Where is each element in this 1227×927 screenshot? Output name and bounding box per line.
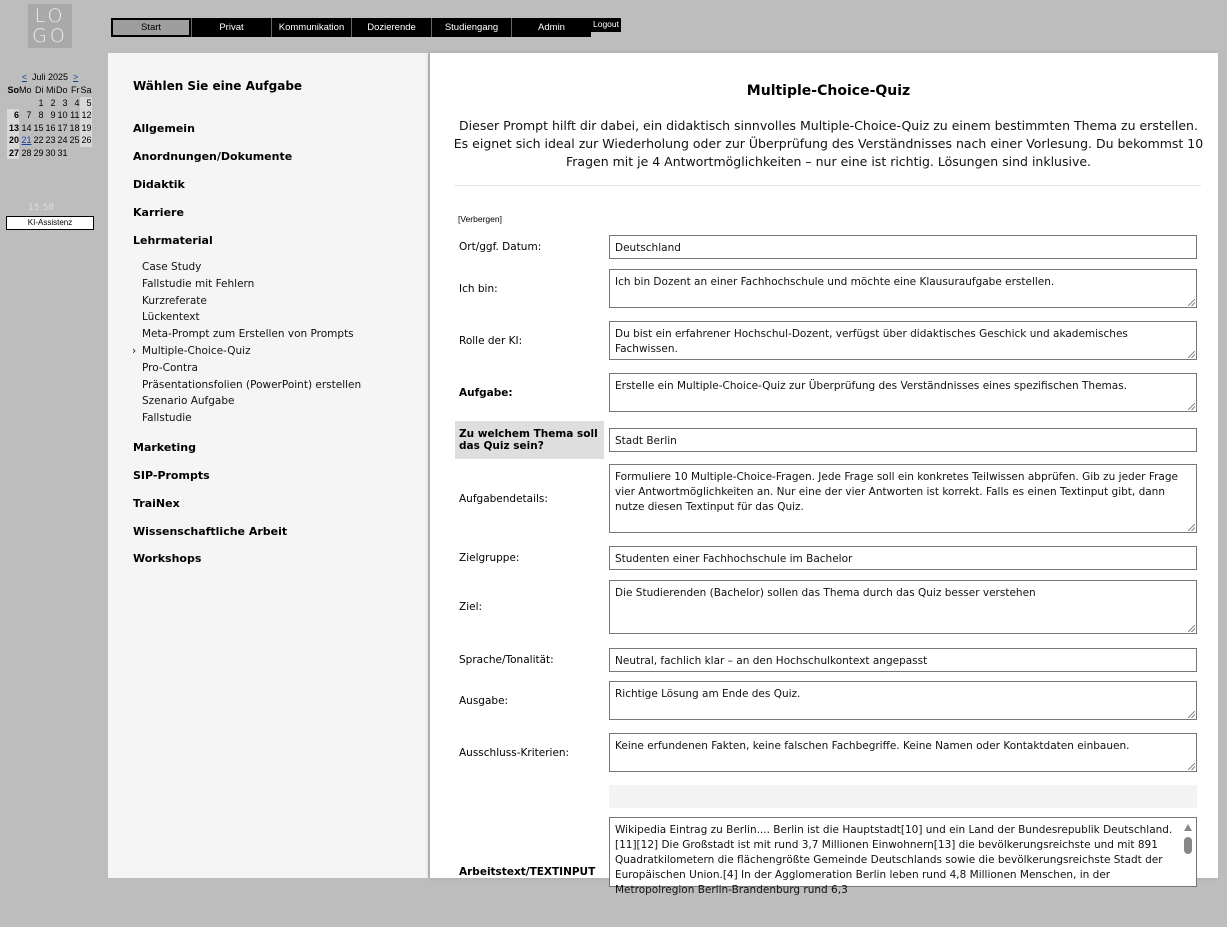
main-content (430, 53, 1218, 896)
textarea[interactable] (609, 817, 1197, 896)
calendar-day[interactable]: 4 (74, 97, 80, 108)
category-didaktik[interactable]: Didaktik (133, 178, 185, 191)
calendar-day[interactable]: 6 (7, 109, 19, 122)
text-input[interactable] (609, 546, 1197, 570)
category-trainex[interactable]: TraiNex (133, 497, 180, 510)
task-item-label: Fallstudie mit Fehlern (142, 277, 255, 290)
text-input[interactable] (609, 428, 1197, 452)
calendar-day[interactable]: 13 (8, 122, 19, 133)
textarea[interactable] (609, 373, 1197, 412)
calendar-day (7, 97, 19, 110)
calendar-day[interactable]: 11 (70, 110, 80, 121)
resize-handle[interactable] (1188, 711, 1195, 718)
task-item[interactable] (142, 278, 254, 290)
calendar-day[interactable]: 23 (45, 135, 56, 146)
page-title: Multiple-Choice-Quiz (746, 83, 911, 99)
category-lehrmaterial[interactable]: Lehrmaterial (133, 234, 213, 247)
prev-month-link[interactable]: < (21, 72, 27, 82)
calendar-month: Juli 2025 (31, 72, 69, 82)
calendar-day (19, 97, 32, 110)
category-sip-prompts[interactable]: SIP-Prompts (133, 469, 210, 482)
calendar-day[interactable]: 18 (69, 122, 80, 133)
calendar-day[interactable]: 19 (81, 122, 92, 133)
weekday-header: Di (35, 85, 44, 96)
logout-button[interactable]: Logout (591, 18, 621, 32)
task-item[interactable] (142, 328, 354, 340)
field-label: Zu welchem Thema soll das Quiz sein? (455, 421, 604, 459)
scroll-up-icon[interactable] (1184, 824, 1192, 831)
task-heading: Wählen Sie eine Aufgabe (133, 79, 303, 93)
nav-dozierende[interactable]: Dozierende (351, 18, 431, 37)
task-item-label: Lückentext (142, 311, 200, 324)
calendar-day[interactable]: 29 (33, 147, 44, 158)
textarea[interactable] (609, 580, 1197, 634)
resize-handle[interactable] (1188, 351, 1195, 358)
calendar-day[interactable]: 3 (62, 97, 68, 108)
field-value: Du bist ein erfahrener Hochschul-Dozent, verfügst über didaktisches Geschick und akademisches Fachwissen. (615, 328, 1128, 355)
category-anordnungen-dokumente[interactable]: Anordnungen/Dokumente (133, 150, 293, 163)
calendar-day[interactable]: 20 (8, 135, 19, 146)
task-item-label: Szenario Aufgabe (142, 395, 235, 408)
task-item-label: Fallstudie (142, 412, 192, 425)
divider (454, 185, 1201, 186)
field-label: Rolle der KI: (459, 334, 523, 347)
field-label: Ich bin: (459, 282, 498, 295)
task-item[interactable] (142, 395, 234, 407)
calendar-day[interactable]: 31 (57, 147, 68, 158)
nav-admin[interactable]: Admin (511, 18, 591, 37)
field-value: Die Studierenden (Bachelor) sollen das Thema durch das Quiz besser verstehen (615, 587, 1036, 599)
field-label: Zielgruppe: (459, 552, 520, 564)
task-item-label: Pro-Contra (142, 361, 198, 374)
task-item-label: Multiple-Choice-Quiz (142, 345, 251, 357)
task-item-label: Präsentationsfolien (PowerPoint) erstellen (142, 378, 362, 391)
field-value: Studenten einer Fachhochschule im Bachelor (615, 553, 853, 565)
weekday-header: Sa (80, 85, 92, 96)
calendar-day[interactable]: 12 (81, 110, 92, 121)
field-label: Ort/ggf. Datum: (459, 241, 542, 253)
next-month-link[interactable]: > (73, 72, 79, 82)
weekday-header: So (7, 85, 19, 96)
textarea[interactable] (609, 269, 1197, 308)
field-label: Ziel: (459, 601, 483, 613)
calendar-day[interactable]: 15 (33, 122, 44, 133)
weekday-header: Mi (46, 85, 56, 96)
field-value: Erstelle ein Multiple-Choice-Quiz zur Überprüfung des Verständnisses eines spezifischen Themas. (615, 380, 1127, 392)
calendar-day[interactable]: 30 (45, 147, 56, 158)
main-nav (111, 18, 591, 37)
task-item[interactable] (142, 261, 201, 273)
text-input[interactable] (609, 648, 1197, 672)
calendar (7, 72, 93, 159)
calendar-day[interactable]: 2 (50, 97, 56, 108)
resize-handle[interactable] (1188, 524, 1195, 531)
field-value: Stadt Berlin (615, 435, 677, 447)
calendar-day[interactable]: 26 (81, 135, 92, 146)
task-item[interactable] (142, 362, 198, 374)
calendar-day[interactable]: 22 (33, 135, 44, 146)
textarea[interactable] (609, 321, 1197, 360)
spacer-bar (609, 785, 1197, 808)
field-value: Ich bin Dozent an einer Fachhochschule und möchte eine Klausuraufgabe erstellen. (615, 276, 1055, 288)
logo: LO GO (28, 4, 72, 48)
category-marketing[interactable]: Marketing (133, 441, 197, 454)
scrollbar[interactable] (1184, 824, 1193, 854)
calendar-day[interactable]: 27 (8, 147, 19, 158)
field-label: Ausschluss-Kriterien: (459, 746, 570, 759)
task-item[interactable] (142, 311, 200, 323)
calendar-day (68, 147, 80, 160)
field-label: Ausgabe: (459, 694, 509, 707)
scroll-thumb[interactable] (1184, 837, 1192, 854)
textarea[interactable] (609, 464, 1197, 533)
resize-handle[interactable] (1188, 299, 1195, 306)
clock: 15:58 (28, 203, 54, 213)
calendar-day[interactable]: 28 (21, 147, 32, 158)
resize-handle[interactable] (1188, 625, 1195, 632)
task-item[interactable] (142, 412, 192, 424)
calendar-day[interactable]: 5 (80, 97, 92, 110)
calendar-day[interactable]: 9 (50, 110, 56, 121)
calendar-day[interactable]: 17 (57, 122, 68, 133)
field-value: Richtige Lösung am Ende des Quiz. (615, 688, 801, 700)
text-input[interactable] (609, 235, 1197, 259)
weekday-header: Do (56, 85, 68, 96)
nav-studiengang[interactable]: Studiengang (431, 18, 511, 37)
nav-privat[interactable]: Privat (191, 18, 271, 37)
hide-toggle[interactable]: [Verbergen] (458, 214, 502, 224)
field-label: Sprache/Tonalität: (459, 654, 554, 666)
task-item-label: Case Study (142, 261, 202, 273)
nav-kommunikation[interactable]: Kommunikation (271, 18, 351, 37)
field-label: Aufgabe: (459, 386, 513, 399)
ki-assistenz-button[interactable]: KI-Assistenz (6, 216, 94, 230)
category-allgemein[interactable]: Allgemein (133, 122, 195, 135)
page-description: Dieser Prompt hilft dir dabei, ein didaktisch sinnvolles Multiple-Choice-Quiz zu einem bestimmten Thema zu erstellen. Es eignet sich ideal zur Wiederholung oder zur Überprüfung des Verständnisses nach einer Vorlesung. Du bekommst 10 Fragen mit je 4 Antwortmöglichkeiten – nur eine ist richtig. Lösungen sind inklusive. (453, 118, 1204, 169)
weekday-header: Mo (19, 85, 32, 96)
task-item[interactable] (142, 379, 361, 391)
calendar-day (80, 147, 92, 160)
calendar-day[interactable]: 7 (26, 110, 32, 121)
task-item[interactable] (142, 295, 207, 307)
calendar-day[interactable]: 10 (57, 110, 68, 121)
weekday-header: Fr (71, 85, 80, 96)
field-label: Aufgabendetails: (459, 492, 548, 505)
category-workshops[interactable]: Workshops (133, 552, 202, 565)
field-label: Arbeitstext/TEXTINPUT (459, 866, 596, 878)
calendar-day[interactable]: 21 (21, 135, 32, 146)
field-value: Neutral, fachlich klar – an den Hochschulkontext angepasst (615, 655, 928, 667)
calendar-day[interactable]: 14 (21, 122, 32, 133)
calendar-day[interactable]: 24 (57, 135, 68, 146)
field-value: Keine erfundenen Fakten, keine falschen Fachbegriffe. Keine Namen oder Kontaktdaten einbauen. (615, 740, 1130, 752)
field-value: Wikipedia Eintrag zu Berlin.... Berlin ist die Hauptstadt[10] und ein Land der Bundesrepublik Deutschland.[11][12] Die Großstadt ist mit rund 3,7 Millionen Einwohnern[13] die bevölkerungsreichste und mit 891 Quadratkilometern die flächengrößte Gemeinde Deutschlands sowie die bevölkerungsreichste Stadt der Europäischen Union.[4] In der Agglomeration Berlin leben rund 4,8 Millionen Menschen, in der Metropolregion Berlin-Brandenburg rund 6,3 (615, 824, 1173, 896)
category-wissenschaftliche-arbeit[interactable]: Wissenschaftliche Arbeit (133, 525, 288, 538)
resize-handle[interactable] (1188, 403, 1195, 410)
task-item-label: Meta-Prompt zum Erstellen von Prompts (142, 328, 354, 341)
calendar-day[interactable]: 1 (38, 97, 44, 108)
field-value: Formuliere 10 Multiple-Choice-Fragen. Jede Frage soll ein konkretes Teilwissen abprüfen. Gib zu jeder Frage vier Antwortmöglichkeiten an. Nur eine der vier Antworten ist korrekt. Falls es einen Textinput gibt, dann nutze diesen Textinput für das Quiz. (615, 471, 1178, 513)
field-value: Deutschland (615, 242, 681, 254)
task-item-label: Kurzreferate (142, 294, 207, 307)
calendar-day[interactable]: 25 (69, 135, 80, 146)
task-item[interactable] (132, 345, 251, 357)
textarea[interactable] (609, 681, 1197, 720)
resize-handle[interactable] (1188, 763, 1195, 770)
textarea[interactable] (609, 733, 1197, 772)
category-karriere[interactable]: Karriere (133, 206, 184, 219)
nav-start[interactable]: Start (111, 18, 191, 37)
calendar-day[interactable]: 16 (45, 122, 56, 133)
calendar-day[interactable]: 8 (38, 110, 44, 121)
task-panel (108, 53, 428, 878)
selected-marker-icon: › (132, 345, 137, 357)
